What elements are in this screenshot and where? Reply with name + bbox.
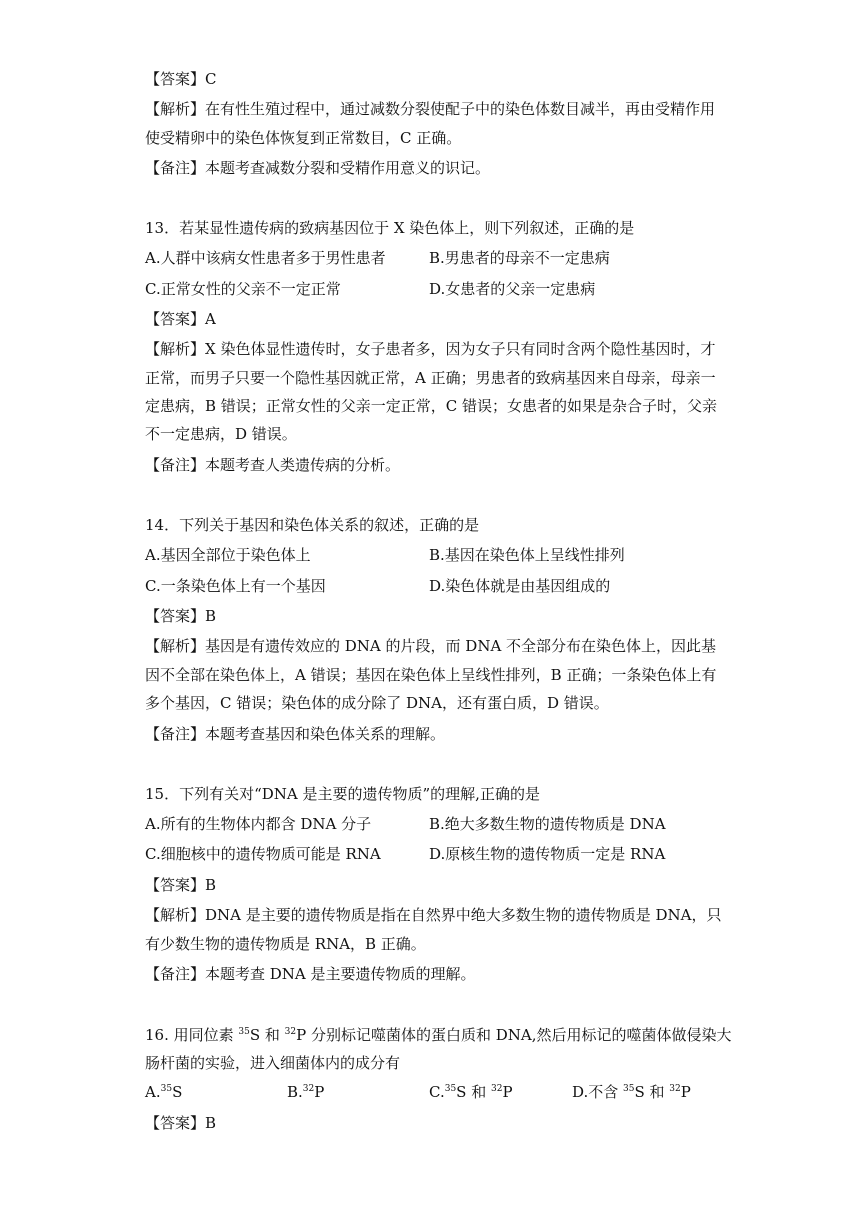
q16-option-b bbox=[287, 1082, 324, 1103]
superscript-35: 35 bbox=[160, 1084, 173, 1094]
q13-analysis-line-4: 不一定患病，D 错误。 bbox=[145, 425, 297, 443]
superscript-32: 32 bbox=[669, 1084, 681, 1094]
q12-analysis-line-2: 使受精卵中的染色体恢复到正常数目，C 正确。 bbox=[145, 129, 462, 147]
superscript-35: 35 bbox=[623, 1084, 635, 1094]
q15-option-c: C.细胞核中的遗传物质可能是 RNA bbox=[145, 845, 381, 863]
q14-stem: 14．下列关于基因和染色体关系的叙述，正确的是 bbox=[145, 516, 480, 534]
q14-option-c: C.一条染色体上有一个基因 bbox=[145, 577, 326, 595]
q14-analysis-line-2: 因不全部在染色体上，A 错误；基因在染色体上呈线性排列，B 正确；一条染色体上有 bbox=[145, 666, 717, 684]
q16-stem-line-2: 肠杆菌的实验，进入细菌体内的成分有 bbox=[145, 1054, 401, 1072]
q13-option-b: B.男患者的母亲不一定患病 bbox=[429, 249, 610, 267]
superscript-35: 35 bbox=[238, 1027, 250, 1037]
q12-analysis-line-1: 【解析】在有性生殖过程中，通过减数分裂使配子中的染色体数目减半，再由受精作用 bbox=[145, 100, 716, 118]
q13-analysis-line-3: 定患病，B 错误；正常女性的父亲一定正常，C 错误；女患者的如果是杂合子时，父亲 bbox=[145, 397, 718, 415]
q15-answer: 【答案】B bbox=[145, 876, 217, 894]
q14-option-d: D.染色体就是由基因组成的 bbox=[429, 577, 611, 595]
q16-answer: 【答案】B bbox=[145, 1114, 217, 1132]
q16-option-a bbox=[145, 1082, 182, 1103]
q16-stem-text: S 和 bbox=[249, 1026, 285, 1044]
option-label: C. bbox=[429, 1083, 445, 1101]
option-text: S 和 bbox=[456, 1083, 491, 1101]
q15-analysis-line-2: 有少数生物的遗传物质是 RNA，B 正确。 bbox=[145, 935, 426, 953]
q14-analysis-line-3: 多个基因，C 错误；染色体的成分除了 DNA，还有蛋白质，D 错误。 bbox=[145, 694, 609, 712]
option-label: B. bbox=[287, 1083, 303, 1101]
q13-analysis-line-2: 正常，而男子只要一个隐性基因就正常，A 正确；男患者的致病基因来自母亲，母亲一 bbox=[145, 369, 716, 387]
option-text: P bbox=[314, 1083, 325, 1101]
q14-option-a: A.基因全部位于染色体上 bbox=[145, 546, 311, 564]
q14-answer: 【答案】B bbox=[145, 607, 217, 625]
q12-answer: 【答案】C bbox=[145, 70, 217, 88]
option-text: S 和 bbox=[634, 1083, 670, 1101]
option-text: P bbox=[502, 1083, 513, 1101]
superscript-35: 35 bbox=[444, 1084, 457, 1094]
q13-analysis-line-1: 【解析】X 染色体显性遗传时，女子患者多，因为女子只有同时含两个隐性基因时，才 bbox=[145, 340, 716, 358]
q16-stem-line-1 bbox=[145, 1025, 732, 1046]
q13-stem: 13．若某显性遗传病的致病基因位于 X 染色体上，则下列叙述，正确的是 bbox=[145, 219, 635, 237]
option-label: D.不含 bbox=[572, 1083, 624, 1101]
q13-option-d: D.女患者的父亲一定患病 bbox=[429, 280, 596, 298]
q13-option-a: A.人群中该病女性患者多于男性患者 bbox=[145, 249, 386, 267]
q15-option-d: D.原核生物的遗传物质一定是 RNA bbox=[429, 845, 666, 863]
q16-option-d bbox=[572, 1082, 691, 1103]
q16-stem-text: 16. 用同位素 bbox=[145, 1026, 239, 1044]
q13-answer: 【答案】A bbox=[145, 310, 216, 328]
q14-analysis-line-1: 【解析】基因是有遗传效应的 DNA 的片段，而 DNA 不全部分布在染色体上，因此基 bbox=[145, 637, 717, 655]
option-label: A. bbox=[145, 1083, 161, 1101]
q14-option-b: B.基因在染色体上呈线性排列 bbox=[429, 546, 625, 564]
superscript-32: 32 bbox=[490, 1084, 503, 1094]
q16-option-c bbox=[429, 1082, 513, 1103]
q15-option-b: B.绝大多数生物的遗传物质是 DNA bbox=[429, 815, 666, 833]
option-text: S bbox=[172, 1083, 183, 1101]
q12-note: 【备注】本题考查减数分裂和受精作用意义的识记。 bbox=[145, 159, 491, 177]
option-text: P bbox=[680, 1083, 691, 1101]
q13-option-c: C.正常女性的父亲不一定正常 bbox=[145, 280, 341, 298]
superscript-32: 32 bbox=[302, 1084, 315, 1094]
q15-option-a: A.所有的生物体内都含 DNA 分子 bbox=[145, 815, 372, 833]
q16-stem-text: P 分别标记噬菌体的蛋白质和 DNA,然后用标记的噬菌体做侵染大 bbox=[296, 1026, 732, 1044]
q13-note: 【备注】本题考查人类遗传病的分析。 bbox=[145, 456, 401, 474]
q15-analysis-line-1: 【解析】DNA 是主要的遗传物质是指在自然界中绝大多数生物的遗传物质是 DNA，只 bbox=[145, 906, 722, 924]
q15-note: 【备注】本题考查 DNA 是主要遗传物质的理解。 bbox=[145, 965, 476, 983]
superscript-32: 32 bbox=[284, 1027, 297, 1037]
q15-stem: 15．下列有关对“DNA 是主要的遗传物质”的理解,正确的是 bbox=[145, 785, 540, 803]
q14-note: 【备注】本题考查基因和染色体关系的理解。 bbox=[145, 725, 446, 743]
